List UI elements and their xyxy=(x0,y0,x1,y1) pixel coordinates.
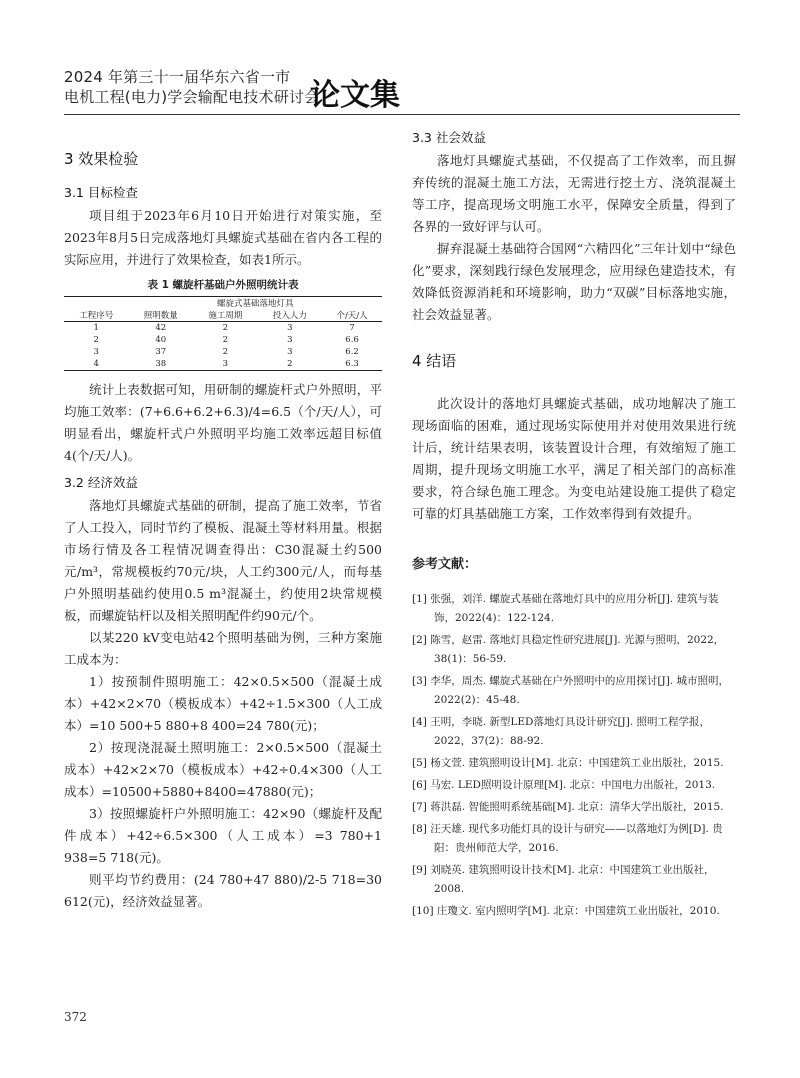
table-header-cell: 照明数量 xyxy=(129,309,194,322)
reference-item: [2] 陈雪，赵雷. 落地灯具稳定性研究进展[J]. 光源与照明，2022，38(1)：56-59. xyxy=(412,634,725,665)
table-row xyxy=(64,346,382,358)
paragraph-4-conclusion: 此次设计的落地灯具螺旋式基础，成功地解决了施工现场面临的困难，通过现场实际使用并对使用效果进行统计后，统计结果表明，该装置设计合理，有效缩短了施工周期，提升现场文明施工水平，满足了相关部门的高标准要求，符合绿色施工理念。为变电站建设施工提供了稳定可靠的灯具基础施工方案，工作效率得到有效提升。 xyxy=(412,396,736,521)
paragraph-3-2-2: 以某220 kV变电站42个照明基础为例，三种方案施工成本为： xyxy=(64,630,382,667)
paragraph-3-3-2: 摒弃混凝土基础符合国网“六精四化”三年计划中“绿色化”要求，深刻践行绿色发展理念，应用绿色建造技术，有效降低资源消耗和环境影响，助力“双碳”目标落地实施，社会效益显著。 xyxy=(412,241,736,322)
table-cell: 4 xyxy=(64,358,129,371)
reference-item: [9] 刘晓英. 建筑照明设计技术[M]. 北京：中国建筑工业出版社，2008. xyxy=(412,864,715,895)
table-cell: 40 xyxy=(155,335,167,345)
table-row xyxy=(64,334,382,346)
paragraph-3-2-3: 1）按预制件照明施工：42×0.5×500（混凝土成本）+42×2×70（模板成本）+42÷1.5×300（人工成本）=10 500+5 880+8 400=24 780(元)； xyxy=(64,674,382,733)
paragraph-3-2-6: 则平均节约费用：(24 780+47 880)/2-5 718=30 612(元)，经济效益显著。 xyxy=(64,872,382,909)
right-column xyxy=(412,128,736,924)
table-cell: 6.3 xyxy=(322,358,382,371)
paragraph-3-2-4: 2）按现浇混凝土照明施工：2×0.5×500（混凝土成本）+42×2×70（模板成本）+42÷0.4×300（人工成本）=10500+5880+8400=47880(元)； xyxy=(64,740,382,799)
reference-item: [10] 庄瓊文. 室内照明学[M]. 北京：中国建筑工业出版社，2010. xyxy=(412,905,720,917)
table-cell: 1 xyxy=(93,323,99,333)
table-row xyxy=(64,358,382,371)
reference-item: [1] 张强，刘洋. 螺旋式基础在落地灯具中的应用分析[J]. 建筑与装饰，2022(4)：122-124. xyxy=(412,593,719,624)
table-cell: 2 xyxy=(93,335,99,345)
paragraph-3-1-result: 统计上表数据可知，用研制的螺旋杆式户外照明，平均施工效率：(7+6.6+6.2+6.3)/4=6.5（个/天/人），可明显看出，螺旋杆式户外照明平均施工效率远超目标值4(个/天/人)。 xyxy=(64,382,382,463)
section-3-heading: 3 效果检验 xyxy=(64,150,139,168)
table-cell: 7 xyxy=(349,323,355,333)
table-cell: 2 xyxy=(222,347,229,357)
reference-item: [7] 蒋洪磊. 智能照明系统基础[M]. 北京：清华大学出版社，2015. xyxy=(412,801,724,813)
paragraph-3-3-1: 落地灯具螺旋式基础，不仅提高了工作效率，而且摒弃传统的混凝土施工方法，无需进行挖土方、浇筑混凝土等工序，提高现场文明施工水平，保障安全质量，得到了各界的一致好评与认可。 xyxy=(412,153,736,234)
section-3-2-heading: 3.2 经济效益 xyxy=(64,475,138,490)
paragraph-3-2-5: 3）按照螺旋杆户外照明施工：42×90（螺旋杆及配件成本）+42÷6.5×300（人工成本）=3 780+1 938=5 718(元)。 xyxy=(64,806,382,865)
running-header xyxy=(64,66,740,112)
table-header-cell: 工程序号 xyxy=(64,309,129,322)
header-proceedings-title: 论文集 xyxy=(310,78,400,113)
header-line-1: 2024 年第三十一届华东六省一市 xyxy=(64,68,291,86)
table-cell: 6.6 xyxy=(345,335,359,345)
references-heading: 参考文献： xyxy=(412,557,478,572)
table-1 xyxy=(64,296,382,371)
table-cell: 3 xyxy=(93,347,99,357)
header-rule xyxy=(64,114,740,115)
table-span-header: 螺旋式基础落地灯具 xyxy=(129,297,382,310)
section-3-1-heading: 3.1 目标检查 xyxy=(64,185,138,200)
table-cell: 6.2 xyxy=(345,347,359,357)
table-cell: 37 xyxy=(155,347,167,357)
paragraph-3-2-1: 落地灯具螺旋式基础的研制，提高了施工效率，节省了人工投入，同时节约了模板、混凝土等材料用量。根据市场行情及各工程情况调查得出：C30混凝土约500元/m³，常规模板约70元/块，人工约300元/人，而每基户外照明基础约使用0.5 m³混凝土，约使用2块常规模板，而螺旋钻杆以及相关照明配件约90元/个。 xyxy=(64,498,382,623)
reference-item: [8] 汪天雄. 现代多功能灯具的设计与研究——以落地灯为例[D]. 贵阳：贵州师范大学，2016. xyxy=(412,823,723,854)
reference-item: [4] 王明，李晓. 新型LED落地灯具设计研究[J]. 照明工程学报，2022，37(2)：88-92. xyxy=(412,716,711,747)
table-header-cell: 个/天/人 xyxy=(322,309,382,322)
table-cell: 2 xyxy=(222,323,229,333)
table-cell: 3 xyxy=(287,335,293,345)
table-header-cell: 投入人力 xyxy=(258,309,323,322)
section-3-3-heading: 3.3 社会效益 xyxy=(412,130,486,145)
reference-item: [5] 杨文萱. 建筑照明设计[M]. 北京：中国建筑工业出版社，2015. xyxy=(412,757,724,769)
table-cell: 2 xyxy=(258,358,323,371)
table-cell: 3 xyxy=(193,358,258,371)
table-cell: 38 xyxy=(129,358,194,371)
table-1-caption: 表 1 螺旋杆基础户外照明统计表 xyxy=(147,279,299,291)
table-cell: 3 xyxy=(287,323,293,333)
page-number: 372 xyxy=(64,1010,87,1024)
table-cell: 3 xyxy=(287,347,293,357)
section-4-heading: 4 结语 xyxy=(412,352,457,370)
table-header-cell: 施工周期 xyxy=(193,309,258,322)
reference-item: [6] 马宏. LED照明设计原理[M]. 北京：中国电力出版社，2013. xyxy=(412,779,716,791)
table-cell: 42 xyxy=(155,323,167,333)
reference-item: [3] 李华，周杰. 螺旋式基础在户外照明中的应用探讨[J]. 城市照明，2022(2)：45-48. xyxy=(412,675,729,706)
references-list xyxy=(412,590,736,921)
table-row xyxy=(64,322,382,335)
paragraph-3-1-intro: 项目组于2023年6月10日开始进行对策实施，至2023年8月5日完成落地灯具螺旋式基础在省内各工程的实际应用，并进行了效果检查，如表1所示。 xyxy=(64,208,382,267)
left-column xyxy=(64,128,382,913)
header-line-2: 电机工程(电力)学会输配电技术研讨会 xyxy=(64,88,320,106)
table-cell: 2 xyxy=(222,335,229,345)
